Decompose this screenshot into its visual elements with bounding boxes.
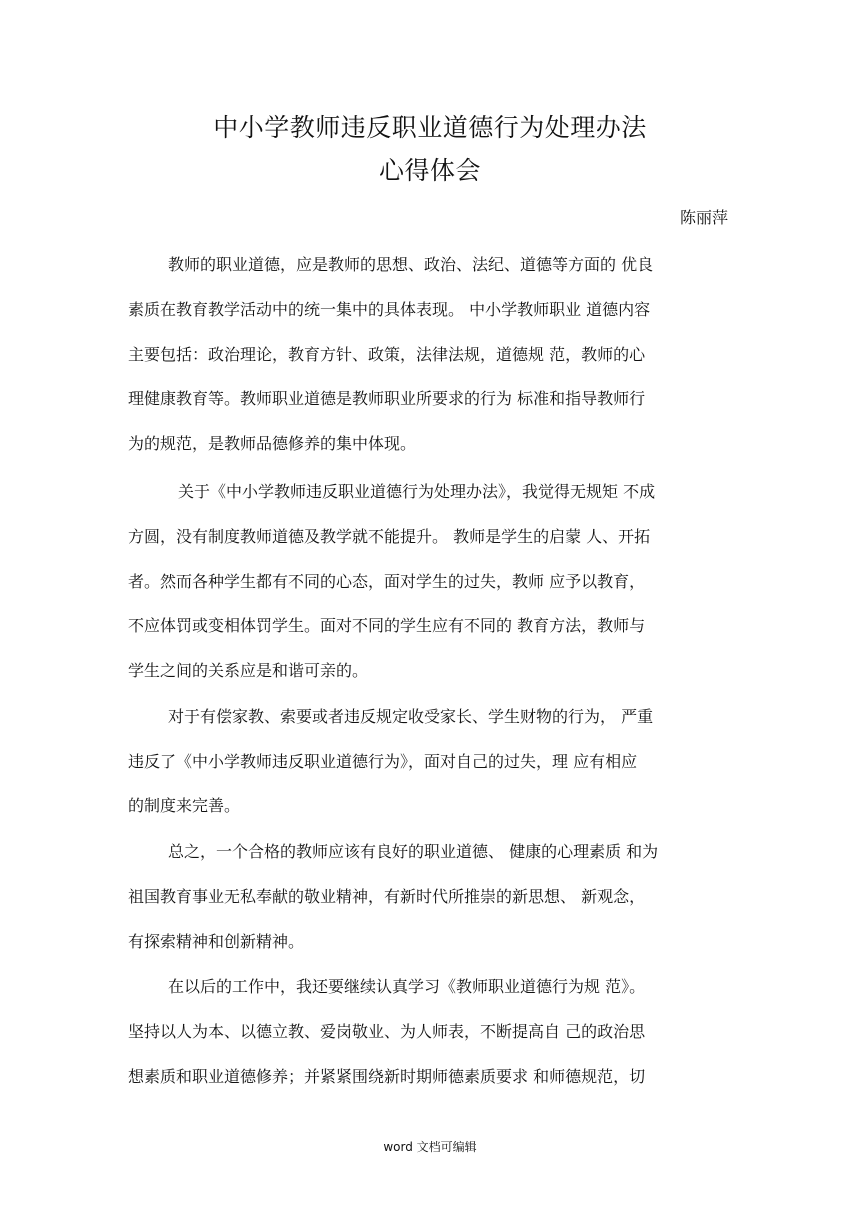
document-title-line-1: 中小学教师违反职业道德行为处理办法 <box>213 113 647 142</box>
page-footer: word 文档可编辑 <box>383 1140 477 1154</box>
body-line: 在以后的工作中，我还要继续认真学习《教师职业道德行为规 范》。 <box>168 977 646 996</box>
body-line: 方圆，没有制度教师道德及教学就不能提升。 教师是学生的启蒙 人、开拓 <box>128 527 651 546</box>
body-line: 者。然而各种学生都有不同的心态，面对学生的过失，教师 应予以教育， <box>128 572 646 591</box>
body-line: 祖国教育事业无私奉献的敬业精神，有新时代所推崇的新思想、 新观念， <box>128 887 646 906</box>
body-line: 对于有偿家教、索要或者违反规定收受家长、学生财物的行为， 严重 <box>168 707 654 726</box>
body-line: 素质在教育教学活动中的统一集中的具体表现。 中小学教师职业 道德内容 <box>128 300 651 319</box>
body-line: 学生之间的关系应是和谐可亲的。 <box>128 661 369 680</box>
body-line: 教师的职业道德，应是教师的思想、政治、法纪、道德等方面的 优良 <box>168 255 654 274</box>
body-line: 想素质和职业道德修养；并紧紧围绕新时期师德素质要求 和师德规范，切 <box>128 1067 646 1086</box>
document-title-line-2: 心得体会 <box>378 156 481 185</box>
body-line: 坚持以人为本、以德立教、爱岗敬业、为人师表，不断提高自 己的政治思 <box>128 1022 646 1041</box>
body-line: 理健康教育等。教师职业道德是教师职业所要求的行为 标准和指导教师行 <box>128 389 646 408</box>
body-line: 违反了《中小学教师违反职业道德行为》，面对自己的过失，理 应有相应 <box>128 752 638 771</box>
body-line: 为的规范，是教师品德修养的集中体现。 <box>128 434 417 453</box>
body-line: 不应体罚或变相体罚学生。面对不同的学生应有不同的 教育方法，教师与 <box>128 616 646 635</box>
body-line: 总之，一个合格的教师应该有良好的职业道德、 健康的心理素质 和为 <box>168 842 659 861</box>
body-line: 有探索精神和创新精神。 <box>128 932 305 951</box>
body-line: 主要包括：政治理论，教育方针、政策，法律法规，道德规 范，教师的心 <box>128 345 646 364</box>
body-line: 的制度来完善。 <box>128 796 241 815</box>
author-name: 陈丽萍 <box>679 208 728 227</box>
body-line: 关于《中小学教师违反职业道德行为处理办法》，我觉得无规矩 不成 <box>178 482 656 501</box>
